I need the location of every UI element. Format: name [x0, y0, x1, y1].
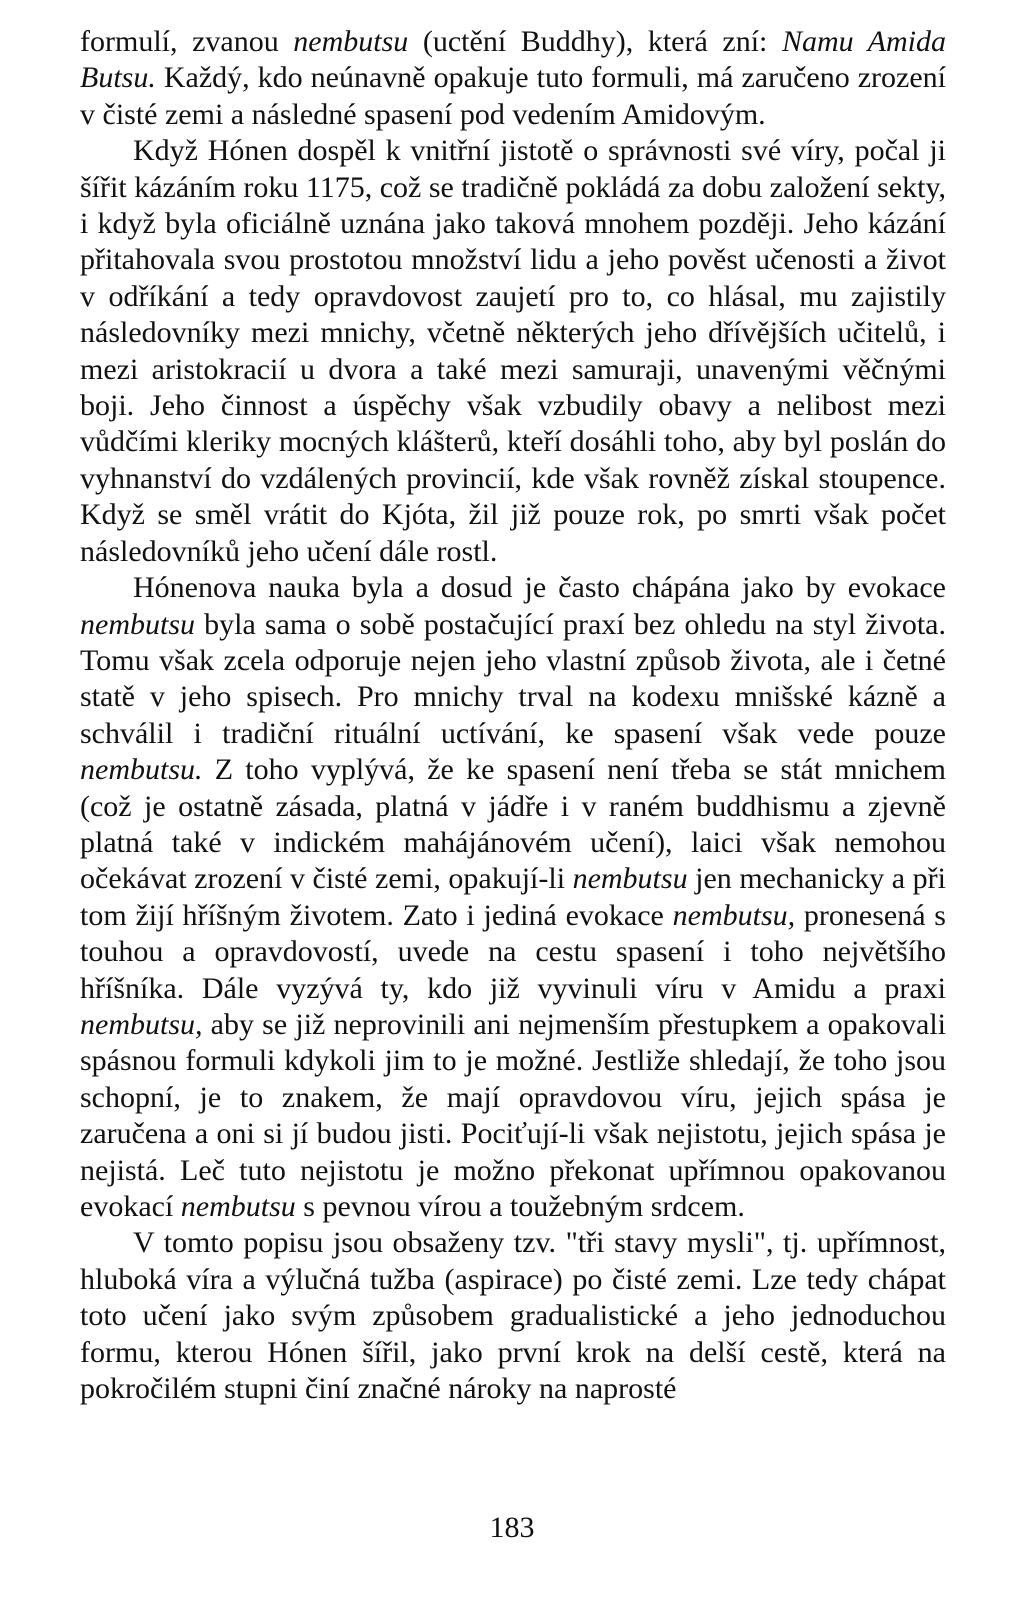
text-run: pronesená s touhou a opravdovostí, uvede na cestu spasení i toho největšího hříšníka. Dále vyzývá ty, kdo již vyvinuli víru v Amidu a praxi	[80, 898, 946, 1005]
text-run: Z toho vyplývá, že ke spasení není třeba se stát mnichem (což je ostatně zásada, platná v jádře i v raném buddhismu a zjevně platná také v indickém mahájánovém učení), laici však nemohou očekávat zrození v čisté zemi, opakují-li	[80, 753, 946, 896]
text-run: (uctění Buddhy), která zní:	[408, 25, 782, 58]
italic-term: nembutsu,	[672, 898, 796, 932]
text-run: Když Hónen dospěl k vnitřní jistotě o správnosti své víry, počal ji šířit kázáním roku 1175, což se tradičně pokládá za dobu založení sekty, i když byla oficiálně uznána jako taková mnohem později. Jeho kázání přitahovala svou prostotou množství lidu a jeho pověst učenosti a život v odříkání a tedy opravdovost zaujetí pro to, co hlásal, mu zajistily následovníky mezi mnichy, včetně některých jeho dřívějších učitelů, i mezi aristokracií u dvora a také mezi samuraji, unavenými věčnými boji. Jeho činnost a úspěchy však vzbudily obavy a nelibost mezi vůdčími kleriky mocných klášterů, kteří dosáhli toho, aby byl poslán do vyhnanství do vzdálených provincií, kde však rovněž získal stoupence. Když se směl vrátit do Kjóta, žil již pouze rok, po smrti však počet následovníků jeho učení dále rostl.	[80, 134, 946, 568]
italic-term: Namu Amida Butsu.	[80, 25, 946, 95]
italic-term: nembutsu	[180, 1190, 296, 1223]
text-run: s pevnou vírou a toužebným srdcem.	[295, 1190, 745, 1223]
paragraph-1	[80, 24, 946, 133]
paragraph-4	[80, 1225, 946, 1407]
italic-term: nembutsu	[293, 25, 409, 58]
text-run: V tomto popisu jsou obsaženy tzv. "tři stavy mysli", tj. upřímnost, hluboká víra a výlučná tužba (aspirace) po čisté zemi. Lze tedy chápat toto učení jako svým způsobem gradualistické a jeho jednoduchou formu, kterou Hónen šířil, jako první krok na delší cestě, která na pokročilém stupni činí značné nároky na naprosté	[80, 1226, 946, 1406]
paragraph-3	[80, 570, 946, 1225]
page-number: 183	[489, 1511, 535, 1544]
text-run: Každý, kdo neúnavně opakuje tuto formuli, má zaručeno zrození v čisté zemi a následné spasení pod vedením Amidovým.	[80, 61, 946, 131]
paragraph-2	[80, 133, 946, 570]
italic-term: nembutsu,	[80, 1007, 203, 1041]
text-run: jen mechanicky a při tom žijí hříšným životem. Zato i jediná evokace	[80, 862, 946, 932]
italic-term: nembutsu.	[80, 753, 203, 787]
page-body	[80, 24, 946, 1407]
italic-term: nembutsu	[80, 607, 195, 641]
text-run: formulí, zvanou	[80, 25, 294, 58]
text-run: byla sama o sobě postačující praxí bez ohledu na styl života. Tomu však zcela odporuje nejen jeho vlastní způsob života, ale i četné statě v jeho spisech. Pro mnichy trval na kodexu mnišské kázně a schválil i tradiční rituální uctívání, ke spasení však vede pouze	[80, 607, 946, 750]
text-run: aby se již neprovinili ani nejmenším přestupkem a opakovali spásnou formuli kdykoli jim to je možné. Jestliže shledají, že toho jsou schopní, je to znakem, že mají opravdovou víru, jejich spása je zaručena a oni si jí budou jisti. Pociťují-li však nejistotu, jejich spása je nejistá. Leč tuto nejistotu je možno překonat upřímnou opakovanou evokací	[80, 1007, 946, 1223]
italic-term: nembutsu	[572, 862, 688, 896]
text-run: Hónenova nauka byla a dosud je často chápána jako by evokace	[133, 571, 946, 605]
